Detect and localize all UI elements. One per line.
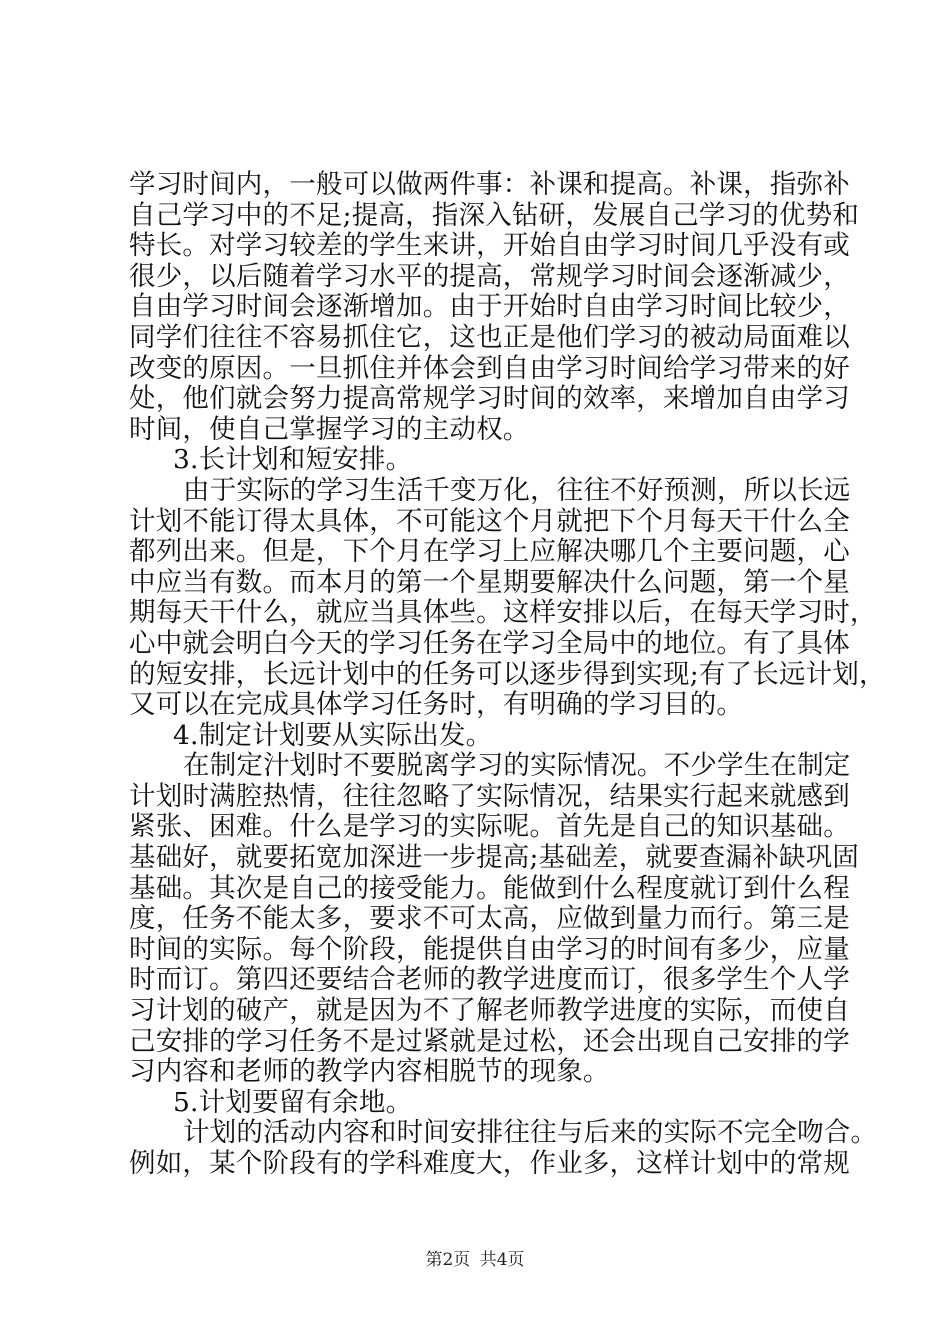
text-line: 计划的活动内容和时间安排往往与后来的实际不完全吻合。 bbox=[183, 1117, 878, 1149]
text-line: 基础好，就要拓宽加深进一步提高;基础差，就要查漏补缺巩固 bbox=[129, 842, 860, 874]
text-line: 的短安排，长远计划中的任务可以逐步得到实现;有了长远计划， bbox=[129, 658, 886, 690]
text-line: 改变的原因。一旦抓住并体会到自由学习时间给学习带来的好 bbox=[129, 352, 850, 384]
text-line: 都列出来。但是，下个月在学习上应解决哪几个主要问题，心 bbox=[129, 536, 850, 568]
text-line: 度，任务不能太多，要求不可太高，应做到量力而行。第三是 bbox=[129, 903, 850, 935]
text-line: 同学们往往不容易抓住它，这也正是他们学习的被动局面难以 bbox=[129, 321, 850, 353]
section-heading: 5.计划要留有余地。 bbox=[173, 1086, 413, 1118]
text-line: 紧张、困难。什么是学习的实际呢。首先是自己的知识基础。 bbox=[129, 811, 850, 843]
page-footer bbox=[0, 1245, 950, 1270]
text-line: 又可以在完成具体学习任务时，有明确的学习目的。 bbox=[129, 689, 744, 721]
text-line: 自由学习时间会逐渐增加。由于开始时自由学习时间比较少， bbox=[129, 291, 850, 323]
text-line: 习内容和老师的教学内容相脱节的现象。 bbox=[129, 1056, 610, 1088]
section-heading: 4.制定计划要从实际出发。 bbox=[173, 719, 493, 751]
text-line: 期每天干什么，就应当具体些。这样安排以后，在每天学习时， bbox=[129, 597, 877, 629]
text-line: 例如，某个阶段有的学科难度大，作业多，这样计划中的常规 bbox=[129, 1148, 850, 1179]
text-line: 心中就会明白今天的学习任务在学习全局中的地位。有了具体 bbox=[129, 627, 850, 659]
text-line: 中应当有数。而本月的第一个星期要解决什么问题，第一个星 bbox=[129, 566, 850, 598]
text-line: 在制定汁划时不要脱离学习的实际情况。不少学生在制定 bbox=[183, 750, 851, 782]
text-line: 学习时间内，一般可以做两件事：补课和提高。补课，指弥补 bbox=[129, 169, 850, 200]
text-line: 己安排的学习任务不是过紧就是过松，还会出现自己安排的学 bbox=[129, 1025, 850, 1057]
document-body bbox=[129, 169, 886, 1180]
section-heading: 3.长计划和短安排。 bbox=[173, 444, 413, 476]
text-line: 基础。其次是自己的接受能力。能做到什么程度就订到什么程 bbox=[129, 872, 850, 904]
text-line: 特长。对学习较差的学生来讲，开始自由学习时间几乎没有或 bbox=[129, 230, 850, 262]
text-line: 时而订。第四还要结合老师的教学进度而订，很多学生个人学 bbox=[129, 964, 850, 996]
text-line: 由于实际的学习生活千变万化，往往不好预测，所以长远 bbox=[183, 474, 851, 506]
text-line: 很少，以后随着学习水平的提高，常规学习时间会逐渐减少， bbox=[129, 260, 850, 292]
text-line: 时间的实际。每个阶段，能提供自由学习的时间有多少，应量 bbox=[129, 933, 850, 965]
text-line: 自己学习中的不足;提高，指深入钻研，发展自己学习的优势和 bbox=[129, 199, 860, 231]
text-line: 计划不能订得太具体，不可能这个月就把下个月每天干什么全 bbox=[129, 505, 850, 537]
text-line: 习计划的破产，就是因为不了解老师教学进度的实际，而使自 bbox=[129, 995, 850, 1027]
text-line: 时间，使自己掌握学习的主动权。 bbox=[129, 413, 530, 445]
text-line: 处，他们就会努力提高常规学习时间的效率，来增加自由学习 bbox=[129, 383, 850, 415]
page-total: 共4页 bbox=[479, 1250, 525, 1270]
page-number: 第2页 bbox=[425, 1250, 471, 1270]
text-line: 计划时满腔热情，往往忽略了实际情况，结果实行起来就感到 bbox=[129, 780, 850, 812]
